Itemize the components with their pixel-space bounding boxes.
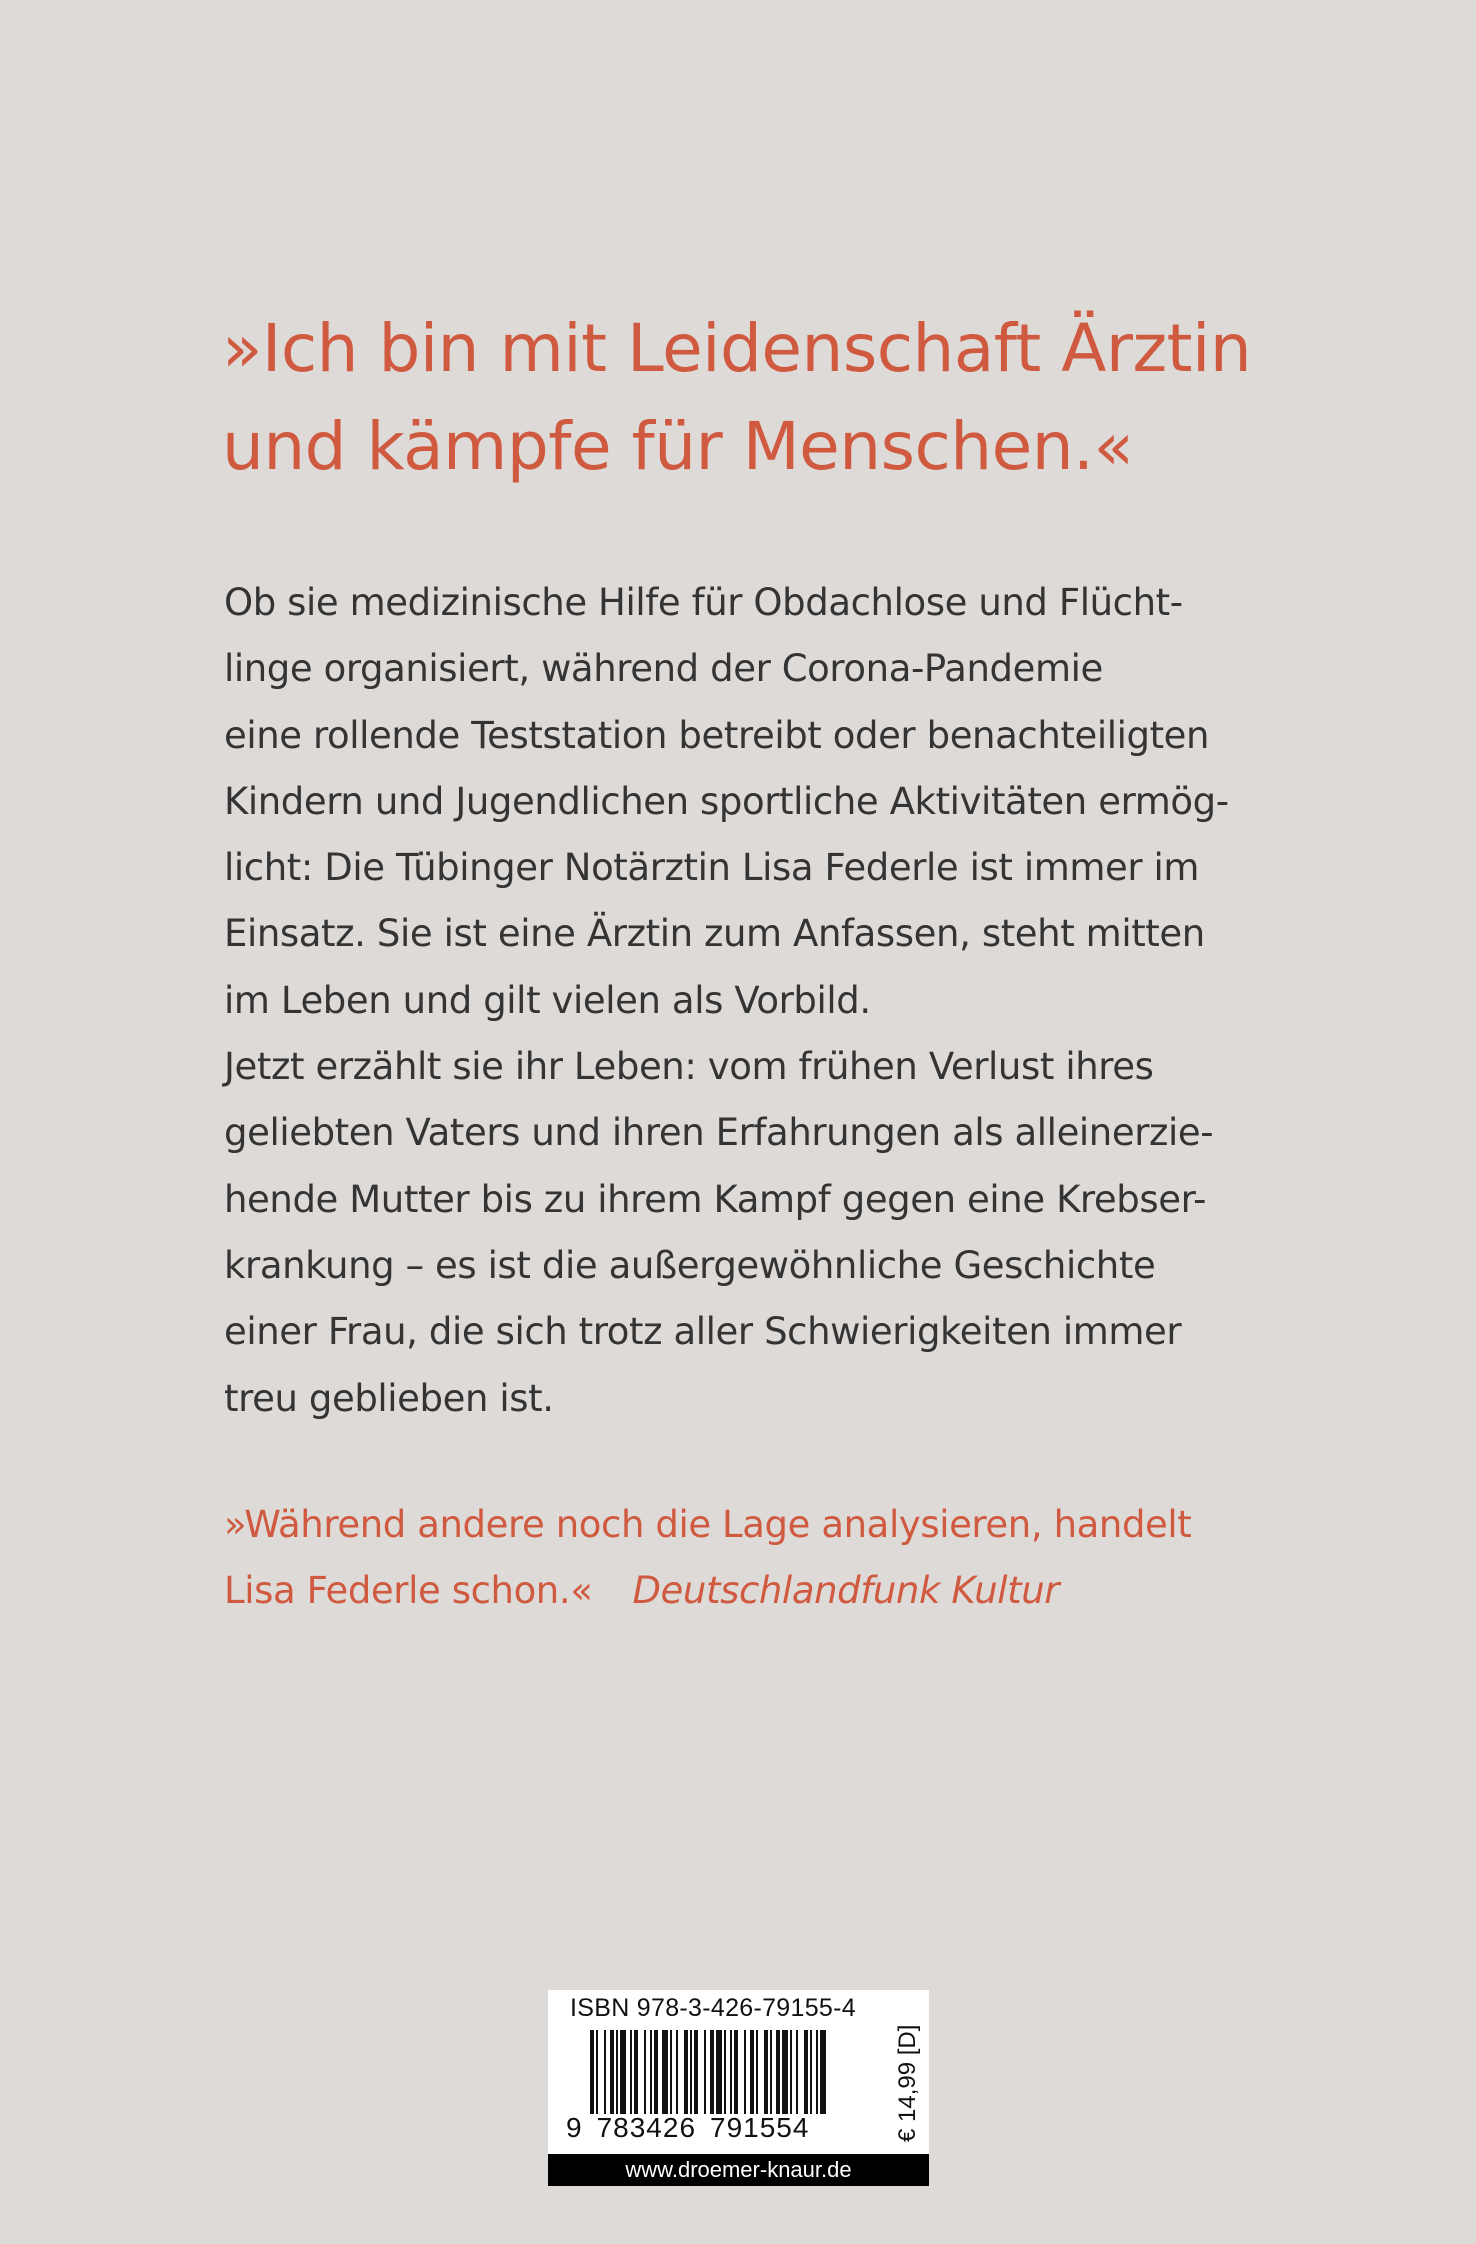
blurb-line: Ob sie medizinische Hilfe für Obdachlose und Flücht- [224, 581, 1183, 624]
headline-line-1: »Ich bin mit Leidenschaft Ärztin [222, 310, 1252, 387]
blurb-line: im Leben und gilt vielen als Vorbild. [224, 978, 871, 1022]
barcode-digits [566, 2112, 809, 2144]
press-quote-line-1: »Während andere noch die Lage analysieren, handelt [224, 1503, 1192, 1546]
blurb-line: einer Frau, die sich trotz aller Schwierigkeiten immer [224, 1310, 1182, 1354]
barcode-digits-left: 783426 [596, 2112, 697, 2143]
barcode-digit-first: 9 [566, 2112, 583, 2143]
blurb-line: linge organisiert, während der Corona-Pandemie [224, 647, 1103, 691]
press-quote-source: Deutschlandfunk Kultur [632, 1569, 1060, 1612]
blurb-line: eine rollende Teststation betreibt oder benachteiligten [224, 713, 1210, 757]
blurb-line: Einsatz. Sie ist eine Ärztin zum Anfassen, steht mitten [224, 912, 1205, 956]
press-quote-line-2 [224, 1558, 1384, 1624]
blurb-line: krankung – es ist die außergewöhnliche Geschichte [224, 1243, 1156, 1287]
blurb-line: Jetzt erzählt sie ihr Leben: vom frühen Verlust ihres [224, 1045, 1154, 1089]
blurb-line: Kindern und Jugendlichen sportliche Aktivitäten ermög- [224, 779, 1229, 823]
isbn-label: ISBN 978-3-426-79155-4 [570, 1994, 856, 2022]
price-label: € 14,99 [D] [894, 2024, 921, 2142]
blurb-line: licht: Die Tübinger Notärztin Lisa Federle ist immer im [224, 846, 1200, 890]
blurb-line: treu geblieben ist. [224, 1376, 554, 1420]
headline [222, 300, 1342, 496]
barcode-icon [590, 2030, 880, 2114]
blurb-line: hende Mutter bis zu ihrem Kampf gegen eine Krebser- [224, 1177, 1207, 1221]
press-quote-text: Lisa Federle schon.« [224, 1569, 593, 1612]
publisher-website: www.droemer-knaur.de [548, 2154, 929, 2186]
press-quote [224, 1492, 1384, 1624]
blurb-text [224, 570, 1384, 1432]
barcode-digits-right: 791554 [710, 2112, 810, 2143]
blurb-line: geliebten Vaters und ihren Erfahrungen als alleinerzie- [224, 1111, 1214, 1155]
headline-line-2: und kämpfe für Menschen.« [222, 408, 1134, 485]
barcode-box [548, 1990, 929, 2154]
